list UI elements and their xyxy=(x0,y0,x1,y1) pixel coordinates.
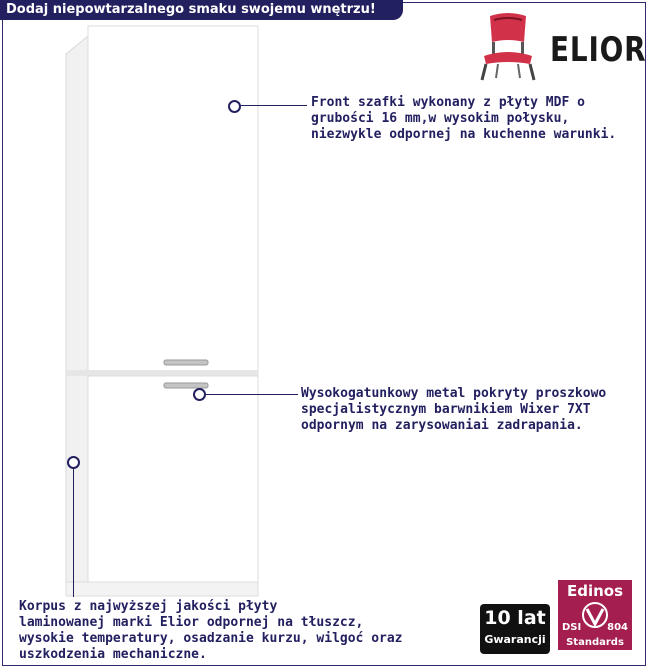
warranty-badge xyxy=(480,604,550,654)
chair-icon xyxy=(476,12,540,82)
brand-name: ELIOR xyxy=(550,30,647,70)
body-callout-text: Korpus z najwyższej jakości płyty laminowanej marki Elior odpornej na tłuszcz, wysokie temperatury, osadzanie kurzu, wilgoć oraz uszkodzenia mechaniczne. xyxy=(19,599,403,662)
brand-logo xyxy=(476,12,647,82)
handle-callout-text: Wysokogatunkowy metal pokryty proszkowo specjalistycznym barwnikiem Wixer 7XT odpornym na zarysowaniai zadrapania. xyxy=(301,386,607,433)
front-callout-text: Front szafki wykonany z płyty MDF o grubości 16 mm,w wysokim połysku, niezwykle odpornej na kuchenne warunki. xyxy=(311,95,617,142)
standards-dsi: DSI xyxy=(562,622,582,633)
handle-callout-dot xyxy=(193,388,206,401)
lower-door-handle xyxy=(164,383,208,388)
body-callout-line xyxy=(73,469,74,597)
upper-door-handle xyxy=(164,360,208,365)
body-callout-dot xyxy=(67,456,80,469)
standards-label: Standards xyxy=(566,637,624,648)
header-title: Dodaj niepowtarzalnego smaku swojemu wnętrzu! xyxy=(6,2,376,17)
handle-callout-line xyxy=(206,394,298,395)
standards-number: 804 xyxy=(607,622,628,633)
header-banner xyxy=(0,0,403,20)
warranty-label: Gwarancji xyxy=(484,633,546,646)
front-callout-dot xyxy=(228,100,241,113)
front-callout-line xyxy=(241,105,307,106)
standards-brand: Edinos xyxy=(566,582,624,600)
warranty-years: 10 lat xyxy=(484,607,546,629)
standards-badge xyxy=(558,580,632,650)
